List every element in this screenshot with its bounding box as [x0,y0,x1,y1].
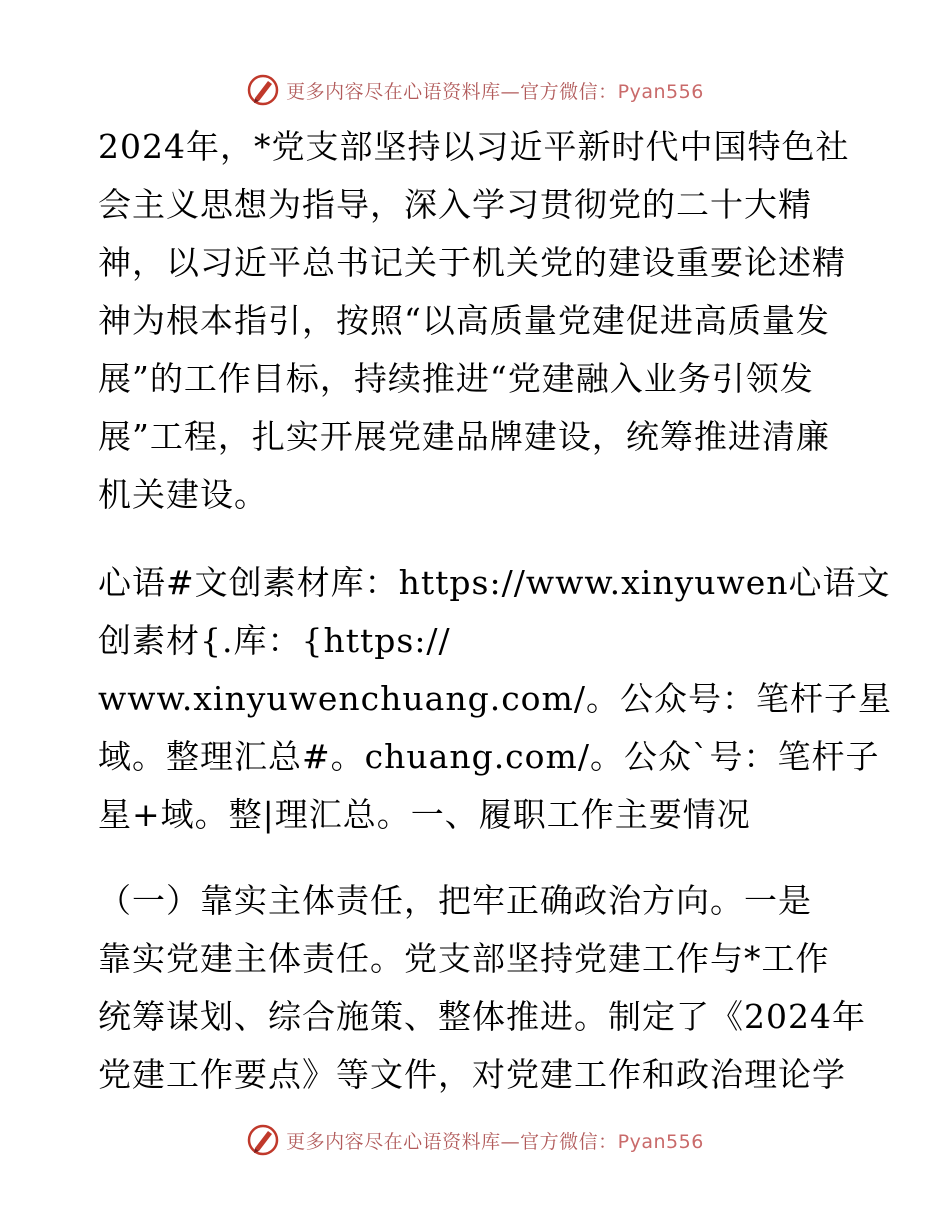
pen-logo-icon [246,73,280,107]
header-wechat-id: Pyan556 [617,80,704,103]
paragraph-2 [98,554,892,844]
paragraph-1 [98,118,858,524]
text-line: 党建工作要点》等文件，对党建工作和政治理论学 [98,1055,846,1094]
footer-wechat-id: Pyan556 [617,1130,704,1153]
header-banner-text: 更多内容尽在心语资料库—官方微信：Pyan556 [286,80,704,103]
text-line: www.xinyuwenchuang.com/。公众号：笔杆子星 [98,679,892,718]
text-line: 会主义思想为指导，深入学习贯彻党的二十大精 [98,185,812,224]
text-line: （一）靠实主体责任，把牢正确政治方向。一是 [98,881,812,920]
text-line: 展”工程，扎实开展党建品牌建设，统筹推进清廉 [98,417,830,456]
pen-logo-icon [246,1123,280,1157]
text-line: 星+域。整|理汇总。一、履职工作主要情况 [98,795,751,834]
document-body [98,118,892,1104]
text-line: 创素材{.库：{https:// [98,621,451,660]
text-line: 神为根本指引，按照“以高质量党建促进高质量发 [98,301,830,340]
text-line: 展”的工作目标，持续推进“党建融入业务引领发 [98,359,814,398]
text-line: 域。整理汇总#。chuang.com/。公众`号：笔杆子 [98,737,880,776]
footer-banner [0,1120,950,1160]
text-line: 心语#文创素材库：https://www.xinyuwen心语文 [98,563,891,602]
header-banner [0,70,950,110]
paragraph-gap [98,524,858,554]
paragraph-3 [98,872,866,1104]
text-line: 机关建设。 [98,475,268,514]
paragraph-gap [98,844,858,872]
text-line: 神，以习近平总书记关于机关党的建设重要论述精 [98,243,846,282]
text-line: 统筹谋划、综合施策、整体推进。制定了《2024年 [98,997,866,1036]
text-line: 2024年，*党支部坚持以习近平新时代中国特色社 [98,127,850,166]
footer-banner-text: 更多内容尽在心语资料库—官方微信：Pyan556 [286,1130,704,1153]
text-line: 靠实党建主体责任。党支部坚持党建工作与*工作 [98,939,830,978]
